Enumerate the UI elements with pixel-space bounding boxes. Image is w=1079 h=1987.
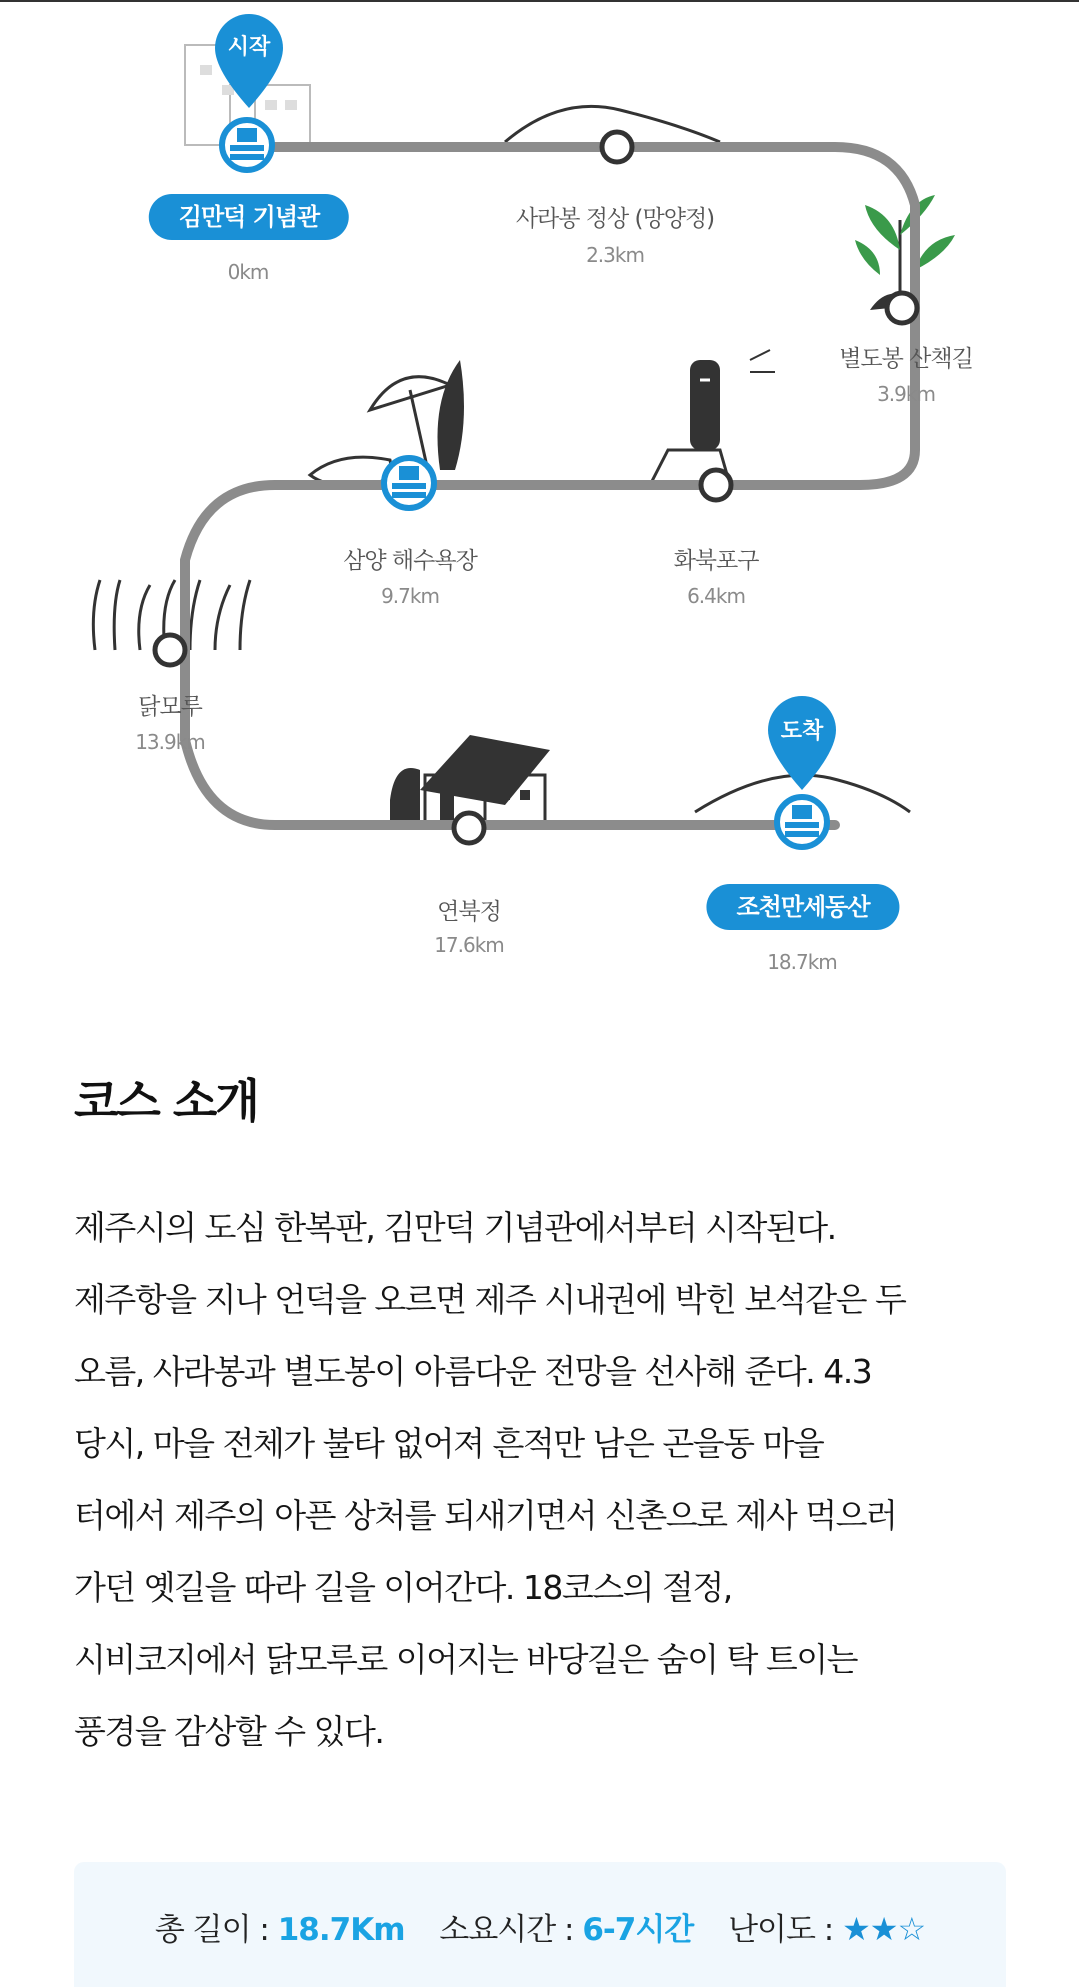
section-title: 코스 소개 xyxy=(74,1074,258,1128)
stop-distance-5: 9.7km xyxy=(381,584,439,608)
description-line: 오름, 사라봉과 별도봉이 아름다운 전망을 선사해 준다. 4.3 xyxy=(74,1352,872,1391)
difficulty-label: 난이도 : xyxy=(728,1912,843,1948)
svg-text:시작: 시작 xyxy=(227,35,271,60)
stop-marker-2[interactable] xyxy=(602,132,632,162)
time-label: 소요시간 : xyxy=(439,1912,583,1948)
stop-distance-end: 18.7km xyxy=(767,950,837,974)
description-line: 가던 옛길을 따라 길을 이어간다. 18코스의 절정, xyxy=(74,1568,732,1607)
description-line: 풍경을 감상할 수 있다. xyxy=(74,1712,384,1751)
stop-label-7: 연북정 xyxy=(437,899,501,925)
description-line: 당시, 마을 전체가 불타 없어져 흔적만 남은 곤을동 마을 xyxy=(74,1424,824,1463)
stop-label-end[interactable]: 조천만세동산 xyxy=(706,884,899,930)
stop-marker-7[interactable] xyxy=(454,813,484,843)
description-line: 시비코지에서 닭모루로 이어지는 바당길은 숨이 탁 트이는 xyxy=(74,1640,858,1679)
stop-label-6: 닭모루 xyxy=(138,694,202,720)
stop-marker-5[interactable] xyxy=(384,458,434,508)
stop-label-5: 삼양 해수욕장 xyxy=(343,548,477,574)
stop-marker-4[interactable] xyxy=(701,470,731,500)
stop-distance-4: 6.4km xyxy=(687,584,745,608)
stop-distance-3: 3.9km xyxy=(877,382,935,406)
lighthouse-illustration xyxy=(650,350,775,485)
course-summary-row xyxy=(74,1904,1006,1949)
description-line: 제주항을 지나 언덕을 오르면 제주 시내권에 박힌 보석같은 두 xyxy=(74,1280,906,1319)
course-summary-box xyxy=(74,1862,1006,1987)
stop-distance-2: 2.3km xyxy=(586,243,644,267)
length-value: 18.7Km xyxy=(277,1912,405,1948)
stop-marker-end[interactable] xyxy=(777,797,827,847)
description-line: 제주시의 도심 한복판, 김만덕 기념관에서부터 시작된다. xyxy=(74,1208,836,1247)
difficulty-stars-icon: ★★☆ xyxy=(842,1910,926,1948)
stop-marker-6[interactable] xyxy=(155,635,185,665)
stop-label-4: 화북포구 xyxy=(673,548,759,574)
course-description xyxy=(74,1192,1014,1768)
stop-distance-6: 13.9km xyxy=(135,730,205,754)
time-value: 6-7시간 xyxy=(582,1912,694,1948)
stop-marker-3[interactable] xyxy=(887,293,917,323)
stop-label-3: 별도봉 산책길 xyxy=(839,346,973,372)
stop-label-start[interactable]: 김만덕 기념관 xyxy=(149,194,349,240)
stop-distance-7: 17.6km xyxy=(434,933,504,957)
stop-marker-start[interactable] xyxy=(222,120,272,170)
svg-text:도착: 도착 xyxy=(780,719,824,744)
stop-label-2: 사라봉 정상 (망양정) xyxy=(515,206,715,232)
description-line: 터에서 제주의 아픈 상처를 되새기면서 신촌으로 제사 먹으러 xyxy=(74,1496,897,1535)
stop-distance-start: 0km xyxy=(227,260,269,284)
length-label: 총 길이 : xyxy=(154,1912,278,1948)
